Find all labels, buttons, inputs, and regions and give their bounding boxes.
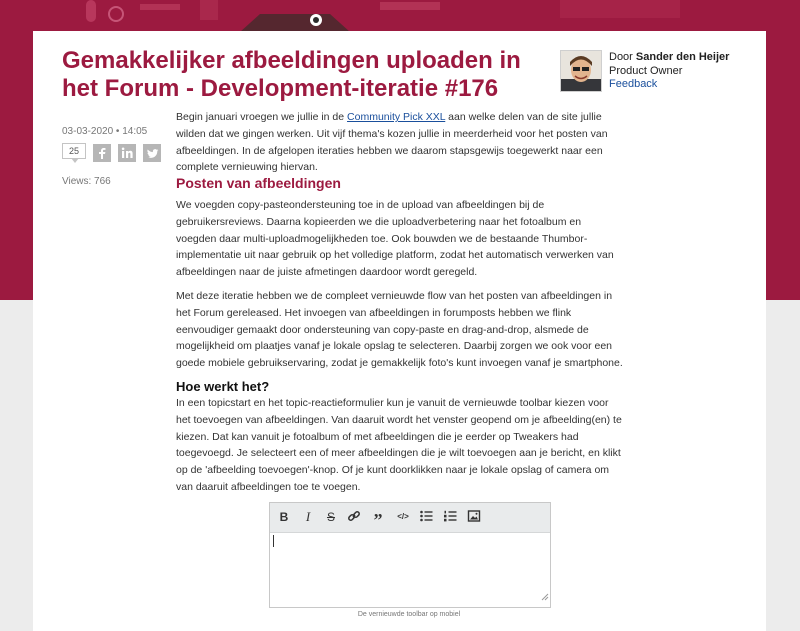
author-name[interactable]: Sander den Heijer	[635, 51, 730, 63]
editor-example	[269, 502, 551, 608]
author-info	[609, 51, 729, 92]
linkedin-share-icon[interactable]	[118, 144, 136, 162]
intro-paragraph	[176, 109, 623, 176]
paragraph-hoe: In een topicstart en het topic-reactieformulier kun je vanuit de vernieuwde toolbar kiezen voor het toevoegen van afbeeldingen. Van daaruit wordt het venster geopend om je afbeelding(en) te kiezen. Dat kan vanuit je fotoalbum of met afbeeldingen die je eerder op Tweakers had toegevoegd. Je selecteert een of meer afbeeldingen die je wilt toevoegen aan je bericht, en klikt op de 'afbeelding toevoegen'-knop. Of je kunt doorklikken naar je lokale opslag of camera om van daaruit afbeeldingen toe te voegen.	[176, 397, 622, 493]
author-role: Product Owner	[609, 64, 683, 77]
twitter-share-icon[interactable]	[143, 144, 161, 162]
section-heading-posten: Posten van afbeeldingen	[176, 175, 341, 191]
view-count: Views: 766	[62, 176, 111, 187]
bullet-list-icon[interactable]	[418, 509, 434, 525]
publish-date: 03-03-2020 • 14:05	[62, 126, 148, 137]
editor-toolbar	[270, 503, 550, 533]
bold-icon[interactable]: B	[279, 510, 289, 524]
facebook-share-icon[interactable]	[93, 144, 111, 162]
paragraph-posten-1: We voegden copy-pasteondersteuning toe in de upload van afbeeldingen bij de gebruikersreviews. Daarna kopieerden we die uploadverbetering naar het fotoalbum en voegden daar multi-uploadmogelijkheden toe. Ook bouwden we de bestaande Thumbor-implementatie uit naar gebruik op het volledige platform, zodat het automatisch verwerken van afbeeldingen naar de juiste afmetingen daardoor wordt geregeld.	[176, 199, 614, 279]
image-icon[interactable]	[466, 509, 482, 525]
editor-caption: De vernieuwde toolbar op mobiel	[357, 611, 461, 618]
feedback-link[interactable]: Feedback	[609, 78, 658, 90]
avatar[interactable]	[560, 50, 602, 92]
text-cursor	[273, 535, 274, 547]
community-pick-link[interactable]: Community Pick XXL	[347, 111, 446, 123]
author-line	[609, 51, 729, 65]
quote-icon[interactable]: ”	[373, 510, 383, 530]
resize-handle-icon[interactable]	[541, 588, 549, 606]
page-title: Gemakkelijker afbeeldingen uploaden in het Forum - Development-iteratie #176	[62, 47, 521, 102]
article-card	[33, 31, 766, 631]
numbered-list-icon[interactable]	[442, 509, 458, 525]
author-prefix: Door	[609, 51, 633, 63]
banner-illustration	[0, 0, 800, 32]
italic-icon[interactable]: I	[305, 509, 311, 524]
author-photo	[561, 51, 601, 91]
strikethrough-icon[interactable]: S	[326, 510, 335, 524]
intro-text-start: Begin januari vroegen we jullie in de	[176, 111, 348, 123]
section-heading-hoe: Hoe werkt het?	[176, 379, 270, 394]
comment-count-badge[interactable]: 25	[62, 143, 86, 159]
paragraph-posten-2: Met deze iteratie hebben we de compleet vernieuwde flow van het posten van afbeeldingen in het Forum gereleased. Het invoegen van afbeeldingen in forumposts hebben we flink eenvoudiger gemaakt door ondersteuning van copy-paste en drag-and-drop, alsmede de mogelijkheid om plaatjes vanaf je lokale opslag te selecteren. Daarbij zorgen we ook voor een goede mobiele gebruikservaring, zodat je gemakkelijk foto's kunt invoegen vanaf je smartphone.	[176, 290, 623, 370]
link-icon[interactable]	[346, 509, 362, 525]
code-icon[interactable]: </>	[397, 512, 409, 521]
intro-text-end: aan welke delen van de site jullie wilden dat we gingen werken. Uit vijf thema's kozen jullie in meerderheid voor het posten van afbeeldingen. In de afgelopen iteraties hebben we daarom stapsgewijs toegewerkt naar een complete vernieuwing hiervan.	[176, 111, 608, 174]
author-block	[560, 50, 760, 100]
